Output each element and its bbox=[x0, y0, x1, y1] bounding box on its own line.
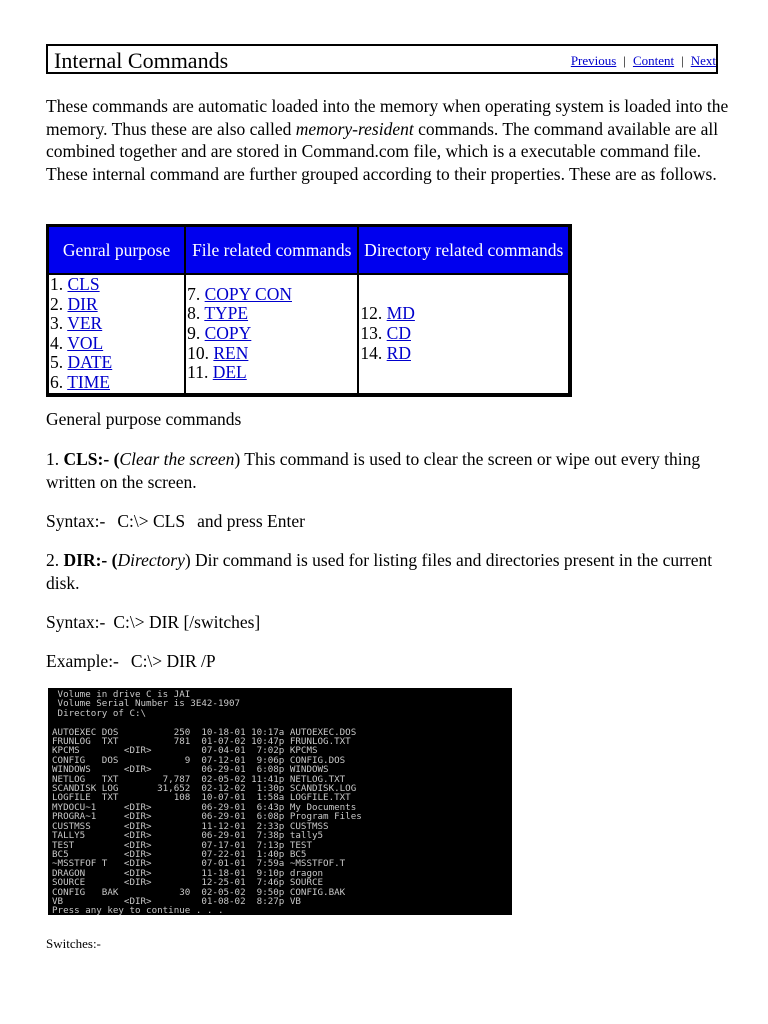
terminal-line: CUSTMSS <DIR> 11-12-01 2:33p CUSTMSS bbox=[52, 820, 329, 832]
terminal-line: Directory of C:\ bbox=[52, 707, 147, 719]
intro-paragraph bbox=[46, 95, 746, 185]
terminal-line: DRAGON <DIR> 11-18-01 9:10p dragon bbox=[52, 867, 324, 879]
dir-name: DIR bbox=[63, 550, 96, 570]
terminal-line: PROGRA~1 <DIR> 06-29-01 6:08p Program Files bbox=[52, 811, 362, 823]
date-link[interactable]: DATE bbox=[67, 352, 113, 373]
list-item: 13. CD bbox=[360, 322, 411, 343]
cls-meaning: Clear the screen bbox=[119, 449, 235, 469]
nav-separator: | bbox=[681, 53, 684, 68]
terminal-line: MYDOCU~1 <DIR> 06-29-01 6:43p My Documents bbox=[52, 801, 357, 813]
dir-meaning: Directory bbox=[117, 550, 185, 570]
list-item: 12. MD bbox=[360, 303, 415, 324]
dos-terminal-screenshot bbox=[48, 688, 512, 915]
list-item: 4. VOL bbox=[50, 332, 104, 353]
list-item: 10. REN bbox=[187, 342, 249, 363]
dir-example: Example:- C:\> DIR /P bbox=[46, 651, 216, 671]
header-general: Genral purpose bbox=[48, 226, 185, 274]
directory-commands-cell bbox=[358, 274, 569, 394]
content-link[interactable]: Content bbox=[632, 53, 675, 68]
header-directory: Directory related commands bbox=[358, 226, 569, 274]
dir-syntax: Syntax:- C:\> DIR [/switches] bbox=[46, 612, 261, 632]
terminal-line: TEST <DIR> 07-17-01 7:13p TEST bbox=[52, 839, 312, 851]
terminal-line: CONFIG BAK 30 02-05-02 9:50p CONFIG.BAK bbox=[52, 886, 346, 898]
copy-link[interactable]: COPY bbox=[204, 322, 252, 343]
vol-link[interactable]: VOL bbox=[67, 332, 104, 353]
md-link[interactable]: MD bbox=[386, 303, 415, 324]
dir-syntax-command: C:\> DIR [/switches] bbox=[113, 612, 261, 632]
terminal-line: VB <DIR> 01-08-02 8:27p VB bbox=[52, 895, 301, 907]
next-link[interactable]: Next bbox=[690, 53, 716, 68]
intro-text: These commands are automatic loaded into the memory when operating system is loaded into the memory. Thus these are also called bbox=[46, 96, 729, 139]
list-item: 7. COPY CON bbox=[187, 283, 292, 304]
list-item: 11. DEL bbox=[187, 362, 247, 383]
terminal-line: FRUNLOG TXT 781 01-07-02 10:47p FRUNLOG.TXT bbox=[52, 736, 351, 748]
general-commands-cell bbox=[48, 274, 185, 394]
terminal-line: SOURCE <DIR> 12-25-01 7:46p SOURCE bbox=[52, 877, 324, 889]
cls-syntax-command: C:\> CLS bbox=[117, 511, 186, 531]
terminal-line: BC5 <DIR> 07-22-01 1:40p BC5 bbox=[52, 848, 307, 860]
list-item: 9. COPY bbox=[187, 322, 252, 343]
nav-separator: | bbox=[623, 53, 626, 68]
type-link[interactable]: TYPE bbox=[204, 303, 249, 324]
list-item: 6. TIME bbox=[50, 371, 110, 392]
file-commands-cell bbox=[185, 274, 358, 394]
switches-label: Switches:- bbox=[46, 936, 101, 951]
terminal-line: SCANDISK LOG 31,652 02-12-02 1:30p SCANDISK.LOG bbox=[52, 783, 357, 795]
list-item: 14. RD bbox=[360, 342, 411, 363]
page-title: Internal Commands bbox=[54, 48, 229, 73]
cls-link[interactable]: CLS bbox=[67, 274, 100, 294]
terminal-output bbox=[52, 690, 512, 916]
terminal-line: KPCMS <DIR> 07-04-01 7:02p KPCMS bbox=[52, 745, 318, 757]
terminal-line: TALLY5 <DIR> 06-29-01 7:38p tally5 bbox=[52, 830, 324, 842]
list-item: 3. VER bbox=[50, 313, 103, 334]
copy-con-link[interactable]: COPY CON bbox=[204, 283, 292, 304]
terminal-line: ~MSSTFOF T <DIR> 07-01-01 7:59a ~MSSTFOF.T bbox=[52, 858, 346, 870]
cls-description: 1. CLS:- (Clear the screen) This command is used to clear the screen or wipe out every thing written on the screen. bbox=[46, 449, 701, 492]
cd-link[interactable]: CD bbox=[386, 322, 411, 343]
terminal-line: Volume in drive C is JAI bbox=[52, 689, 191, 700]
terminal-line: LOGFILE TXT 108 10-07-01 1:58a LOGFILE.TXT bbox=[52, 792, 351, 804]
del-link[interactable]: DEL bbox=[212, 362, 247, 383]
page-nav bbox=[571, 53, 716, 69]
list-item: 2. DIR bbox=[50, 293, 98, 314]
time-link[interactable]: TIME bbox=[67, 371, 110, 392]
intro-text: commands. The command available are all combined together and are stored in Command.com file, which is a executable command file. These internal command are further grouped according to their properties. These are as follows. bbox=[46, 118, 719, 184]
terminal-line: Press any key to continue . . . bbox=[52, 905, 224, 917]
list-item: 8. TYPE bbox=[187, 303, 249, 324]
ver-link[interactable]: VER bbox=[67, 313, 103, 334]
terminal-line: Volume Serial Number is 3E42-1907 bbox=[52, 698, 241, 710]
terminal-line: WINDOWS <DIR> 06-29-01 6:08p WINDOWS bbox=[52, 764, 329, 776]
dir-description: 2. DIR:- (Directory) Dir command is used for listing files and directories present in the current disk. bbox=[46, 550, 713, 593]
commands-table bbox=[46, 224, 572, 397]
dir-link[interactable]: DIR bbox=[67, 293, 98, 314]
cls-syntax: Syntax:- C:\> CLS and press Enter bbox=[46, 511, 305, 531]
list-item: 5. DATE bbox=[50, 352, 113, 373]
intro-emphasis: memory-resident bbox=[295, 118, 414, 139]
list-item: 1. CLS bbox=[50, 274, 100, 294]
dir-example-command: C:\> DIR /P bbox=[130, 651, 216, 671]
header-file: File related commands bbox=[185, 226, 358, 274]
cls-name: CLS bbox=[63, 449, 98, 469]
terminal-line: AUTOEXEC DOS 250 10-18-01 10:17a AUTOEXEC.DOS bbox=[52, 726, 357, 738]
rd-link[interactable]: RD bbox=[386, 342, 411, 363]
previous-link[interactable]: Previous bbox=[570, 53, 617, 68]
ren-link[interactable]: REN bbox=[213, 342, 249, 363]
section-heading: General purpose commands bbox=[46, 409, 242, 429]
page-header bbox=[46, 44, 718, 74]
terminal-line: NETLOG TXT 7,787 02-05-02 11:41p NETLOG.TXT bbox=[52, 773, 346, 785]
terminal-line: CONFIG DOS 9 07-12-01 9:06p CONFIG.DOS bbox=[52, 754, 346, 766]
